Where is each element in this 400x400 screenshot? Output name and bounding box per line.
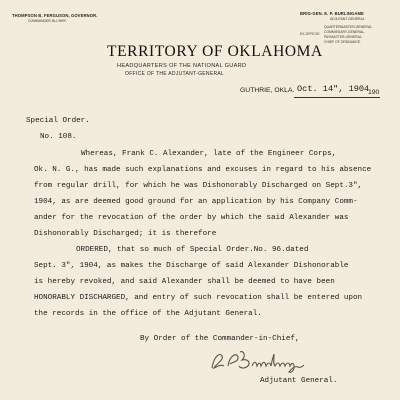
handwritten-signature (206, 346, 322, 378)
place-line: GUTHRIE, OKLA. (240, 87, 295, 94)
body-line: is hereby revoked, and said Alexander shall be deemed to have been (34, 278, 335, 286)
body-line: the records in the office of the Adjutant General. (34, 310, 262, 318)
letterhead-subtitle: HEADQUARTERS OF THE NATIONAL GUARD (117, 63, 247, 69)
date-underline (294, 97, 380, 98)
governor-role: COMMANDER-IN-CHIEF. (28, 19, 67, 23)
exofficio-role: COMMISSARY-GENERAL. (324, 30, 366, 34)
exofficio-role: PAYMASTER-GENERAL. (324, 35, 363, 39)
letterhead-office: OFFICE OF THE ADJUTANT-GENERAL (125, 71, 225, 77)
body-line: from regular drill, for which he was Dishonorably Discharged on Sept.3", (34, 182, 363, 190)
body-line: Whereas, Frank C. Alexander, late of the Engineer Corps, (81, 150, 337, 158)
body-line: 1904, as are deemed good ground for an application by his Company Comm- (34, 198, 358, 206)
body-line: ander for the revocation of the order by which the said Alexander was (34, 214, 349, 222)
body-line: ORDERED, that so much of Special Order.No. 96.dated (76, 246, 309, 254)
body-line: Sept. 3", 1904, as makes the Discharge of said Alexander Dishonorable (34, 262, 349, 270)
order-type: Special Order. (26, 117, 90, 125)
body-line: Dishonorably Discharged; it is therefore (34, 230, 217, 238)
signer-title: Adjutant General. (260, 377, 338, 385)
exofficio-role: QUARTERMASTER-GENERAL. (324, 25, 373, 29)
date-suffix: 190 (368, 89, 380, 96)
order-number: No. 108. (40, 133, 77, 141)
adjutant-name: BRIG-GEN. E. P. BURLINGAME (300, 11, 364, 16)
date-line: Oct. 14", 1904 (297, 84, 370, 94)
exofficio-role: CHIEF OF ORDNANCE. (324, 40, 362, 44)
letterhead-title: TERRITORY OF OKLAHOMA (107, 43, 323, 60)
body-line: HONORABLY DISCHARGED, and entry of such revocation shall be entered upon (34, 294, 363, 302)
body-line: Ok. N. G., has made such explanations and excuses in regard to his absence (34, 166, 372, 174)
closing-line: By Order of the Commander-in-Chief, (140, 335, 300, 343)
exofficio-label: EX-OFFICIO (300, 32, 320, 36)
adjutant-role: ADJUTANT-GENERAL. (330, 17, 366, 21)
governor-name: THOMPSON B. FERGUSON, GOVERNOR. (12, 13, 98, 18)
